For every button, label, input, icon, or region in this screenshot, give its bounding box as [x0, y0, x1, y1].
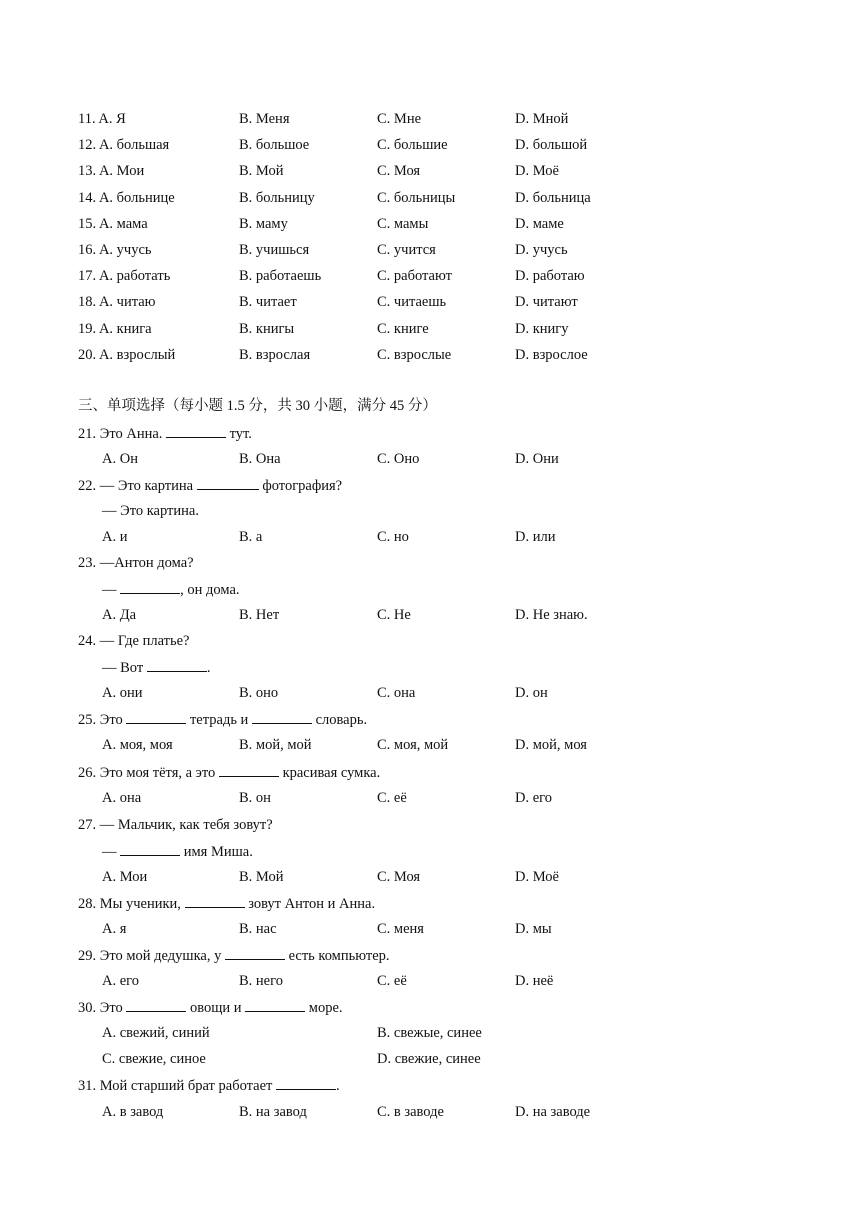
option-a: [78, 135, 169, 155]
option-a: [78, 109, 126, 129]
section-title: 三、单项选择（每小题 1.5 分，共 30 小题，满分 45 分）: [78, 398, 437, 414]
option-b: B. Меня: [239, 111, 290, 127]
question-number: 29.: [78, 948, 97, 964]
option-text: A. взрослый: [98, 347, 176, 363]
option-a: A. Да: [102, 607, 137, 623]
question-30-stem: [78, 997, 343, 1017]
answer-blank: [147, 657, 207, 672]
option-d: D. больница: [515, 190, 591, 206]
option-b: B. читает: [239, 294, 297, 310]
option-d: D. Они: [515, 451, 559, 467]
question-number: 28.: [78, 896, 97, 912]
question-number: 25.: [78, 712, 97, 728]
option-b: B. Мой: [239, 163, 284, 179]
option-d: D. мой, моя: [515, 737, 587, 753]
question-number: 11.: [78, 111, 96, 127]
question-number: 23.: [78, 555, 97, 571]
option-a: A. она: [102, 790, 142, 806]
option-a: [78, 266, 170, 286]
question-text: тут.: [229, 426, 252, 442]
question-text: Это моя тётя, а это: [99, 765, 216, 781]
option-c: C. она: [377, 685, 416, 701]
question-22-stem: [78, 475, 342, 495]
option-c: C. моя, мой: [377, 737, 449, 753]
question-text: красивая сумка.: [282, 765, 381, 781]
option-text: A. Я: [98, 111, 126, 127]
question-21-stem: [78, 423, 252, 443]
option-text: A. книга: [98, 321, 152, 337]
option-text: A. большая: [98, 137, 170, 153]
option-b: B. Нет: [239, 607, 280, 623]
option-a: A. моя, моя: [102, 737, 173, 753]
option-d: D. книгу: [515, 321, 569, 337]
question-text: —Антон дома?: [99, 555, 194, 571]
option-c: C. меня: [377, 921, 424, 937]
option-text: A. Мои: [98, 163, 145, 179]
option-c: C. свежие, синое: [102, 1051, 206, 1067]
option-a: [78, 214, 148, 234]
option-b: B. а: [239, 529, 263, 545]
option-d: D. учусь: [515, 242, 568, 258]
option-d: D. взрослое: [515, 347, 588, 363]
option-d: D. Не знаю.: [515, 607, 588, 623]
option-d: D. мы: [515, 921, 552, 937]
option-d: D. неё: [515, 973, 554, 989]
question-number: 30.: [78, 1000, 97, 1016]
question-27-stem: [78, 815, 273, 835]
option-c: C. книге: [377, 321, 429, 337]
option-b: B. мой, мой: [239, 737, 312, 753]
question-text: Это мой дедушка, у: [99, 948, 222, 964]
option-a: A. и: [102, 529, 128, 545]
option-c: C. Не: [377, 607, 411, 623]
answer-blank: [120, 579, 180, 594]
option-c: C. в заводе: [377, 1104, 444, 1120]
option-text: A. читаю: [98, 294, 156, 310]
option-d: D. большой: [515, 137, 588, 153]
question-text: — Мальчик, как тебя зовут?: [99, 817, 273, 833]
question-text: словарь.: [315, 712, 368, 728]
question-text: зовут Антон и Анна.: [248, 896, 376, 912]
option-d: D. на заводе: [515, 1104, 591, 1120]
question-text: тетрадь и: [189, 712, 249, 728]
option-text: A. больнице: [98, 190, 175, 206]
option-c: C. больницы: [377, 190, 456, 206]
option-d: D. он: [515, 685, 548, 701]
option-a: A. я: [102, 921, 127, 937]
question-text: — Вот: [102, 660, 144, 676]
option-a: A. они: [102, 685, 143, 701]
option-c: C. Моя: [377, 163, 421, 179]
question-24-stem: [78, 631, 189, 651]
question-number: 20.: [78, 347, 97, 363]
option-c: C. работают: [377, 268, 452, 284]
question-29-stem: [78, 945, 390, 965]
option-a: [78, 345, 175, 365]
option-text: A. работать: [98, 268, 171, 284]
question-number: 14.: [78, 190, 97, 206]
option-b: B. маму: [239, 216, 288, 232]
question-24-dialog-line: [102, 657, 210, 677]
question-text: Мой старший брат работает: [99, 1078, 273, 1094]
option-c: C. Мне: [377, 111, 422, 127]
question-25-stem: [78, 709, 367, 729]
option-d: D. маме: [515, 216, 564, 232]
answer-blank: [120, 841, 180, 856]
question-number: 31.: [78, 1078, 97, 1094]
option-c: C. Оно: [377, 451, 420, 467]
question-31-stem: [78, 1075, 340, 1095]
answer-blank: [245, 997, 305, 1012]
option-b: B. свежые, синее: [377, 1025, 482, 1041]
option-a: A. свежий, синий: [102, 1025, 210, 1041]
question-number: 13.: [78, 163, 97, 179]
answer-blank: [185, 893, 245, 908]
question-text: — Это картина: [99, 478, 194, 494]
option-a: A. в завод: [102, 1104, 164, 1120]
question-text: фотография?: [262, 478, 343, 494]
question-text: овощи и: [189, 1000, 242, 1016]
question-text: есть компьютер.: [288, 948, 390, 964]
option-b: B. учишься: [239, 242, 310, 258]
question-number: 22.: [78, 478, 97, 494]
question-number: 18.: [78, 294, 97, 310]
question-text: море.: [308, 1000, 343, 1016]
option-b: B. он: [239, 790, 271, 806]
option-a: [78, 188, 175, 208]
question-text: —: [102, 582, 117, 598]
question-22-dialog-line: — Это картина.: [102, 503, 199, 519]
option-b: B. взрослая: [239, 347, 311, 363]
answer-blank: [126, 709, 186, 724]
question-text: .: [206, 660, 211, 676]
option-c: C. взрослые: [377, 347, 452, 363]
option-b: B. Мой: [239, 869, 284, 885]
option-b: B. нас: [239, 921, 277, 937]
question-28-stem: [78, 893, 375, 913]
option-b: B. на завод: [239, 1104, 307, 1120]
option-c: C. мамы: [377, 216, 429, 232]
question-26-stem: [78, 762, 380, 782]
option-b: B. книгы: [239, 321, 295, 337]
option-a: A. Мои: [102, 869, 148, 885]
question-text: .: [335, 1078, 340, 1094]
option-b: B. большое: [239, 137, 310, 153]
option-text: A. учусь: [98, 242, 152, 258]
question-27-dialog-line: [102, 841, 253, 861]
answer-blank: [126, 997, 186, 1012]
question-number: 19.: [78, 321, 97, 337]
question-text: Это: [99, 1000, 123, 1016]
option-a: [78, 240, 152, 260]
answer-blank: [252, 709, 312, 724]
question-text: Это Анна.: [99, 426, 163, 442]
question-number: 21.: [78, 426, 97, 442]
option-d: D. свежие, синее: [377, 1051, 481, 1067]
option-d: D. Моё: [515, 163, 559, 179]
question-text: , он дома.: [180, 582, 240, 598]
option-d: D. работаю: [515, 268, 585, 284]
answer-blank: [166, 423, 226, 438]
question-number: 27.: [78, 817, 97, 833]
option-a: A. его: [102, 973, 139, 989]
question-number: 12.: [78, 137, 97, 153]
option-d: D. Моё: [515, 869, 559, 885]
question-text: —: [102, 844, 117, 860]
option-d: D. его: [515, 790, 552, 806]
answer-blank: [197, 475, 259, 490]
option-c: C. но: [377, 529, 409, 545]
option-a: [78, 319, 152, 339]
answer-blank: [276, 1075, 336, 1090]
question-23-stem: [78, 553, 194, 573]
option-c: C. читаешь: [377, 294, 447, 310]
option-c: C. её: [377, 790, 407, 806]
option-c: C. учится: [377, 242, 436, 258]
option-d: D. читают: [515, 294, 578, 310]
option-c: C. Моя: [377, 869, 421, 885]
option-b: B. работаешь: [239, 268, 322, 284]
option-a: [78, 292, 156, 312]
option-d: D. или: [515, 529, 556, 545]
question-23-dialog-line: [102, 579, 240, 599]
question-text: имя Миша.: [183, 844, 253, 860]
option-a: [78, 161, 144, 181]
option-c: C. её: [377, 973, 407, 989]
option-c: C. большие: [377, 137, 448, 153]
option-b: B. больницу: [239, 190, 315, 206]
question-text: — Где платье?: [99, 633, 190, 649]
option-d: D. Мной: [515, 111, 569, 127]
question-text: Мы ученики,: [99, 896, 181, 912]
answer-blank: [219, 762, 279, 777]
option-b: B. него: [239, 973, 283, 989]
option-a: A. Он: [102, 451, 138, 467]
question-number: 15.: [78, 216, 97, 232]
option-b: B. оно: [239, 685, 279, 701]
question-text: Это: [99, 712, 123, 728]
question-number: 26.: [78, 765, 97, 781]
question-number: 17.: [78, 268, 97, 284]
option-b: B. Она: [239, 451, 281, 467]
answer-blank: [225, 945, 285, 960]
question-number: 16.: [78, 242, 97, 258]
question-number: 24.: [78, 633, 97, 649]
option-text: A. мама: [98, 216, 148, 232]
